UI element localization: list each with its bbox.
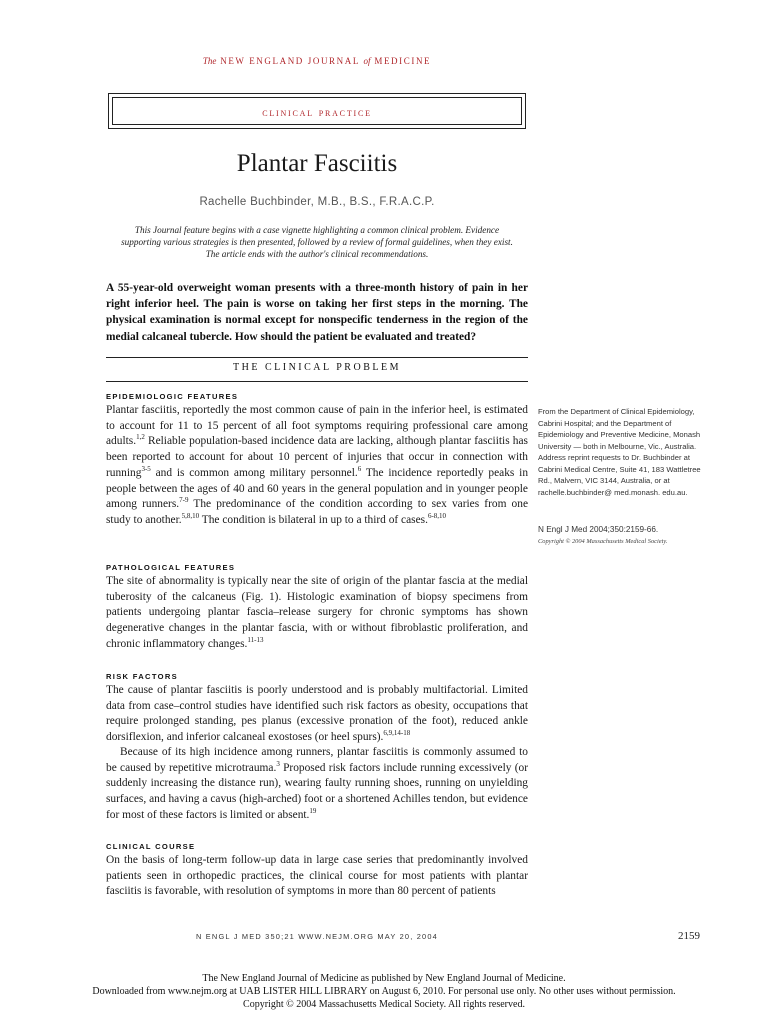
citation: N Engl J Med 2004;350:2159-66.: [538, 525, 659, 534]
ref-sup: 1,2: [136, 433, 145, 442]
copyright-side: Copyright © 2004 Massachusetts Medical Society.: [538, 538, 668, 545]
page-number: 2159: [678, 930, 700, 942]
download-line-3: Copyright © 2004 Massachusetts Medical Society. All rights reserved.: [243, 999, 525, 1010]
paragraph-epidemiology: Plantar fasciitis, reportedly the most common cause of pain in the inferior heel, is estimated to account for 11 to 15 percent of all foot symptoms requiring professional care among adults.$^{1,2}$ Reliable population-based incidence data are lacking, although plantar fasciitis has been reported to account for about 10 percent of injuries that occur in connection with running$^{3-5}$ and is common among military personnel.$^6$ The incidence reportedly peaks in people between the ages of 40 and 60 years in the general population and in younger people among runners.$^{7-9}$ The predominance of the condition according to sex varies from one study to another.$^{5,8,10}$ The condition is bilateral in up to a third of cases.$^{6-8,10}$: [106, 404, 529, 526]
subheading-epidemiology: EPIDEMIOLOGIC FEATURES: [106, 392, 239, 401]
paragraph-risk-1: The cause of plantar fasciitis is poorly understood and is probably multifactorial. Limited data from case–control studies have identified such risk factors as obesity, occupations that require prolonged standing, pes planus (excessive pronation of the foot), reduced ankle dorsiflexion, and inferior calcaneal exostoses (or heel spurs).$^{6,9,14-18}$: [106, 684, 528, 744]
download-line-2: Downloaded from www.nejm.org at UAB LISTER HILL LIBRARY on August 6, 2010. For personal use only. No other uses without permission.: [92, 986, 676, 997]
paragraph-course: On the basis of long-term follow-up data in large case series that predominantly involved patients seen in orthopedic practices, the clinical course for most patients with plantar fasciitis is favorable, with resolution of symptoms in more than 80 percent of patients: [106, 854, 528, 898]
page-footer: N ENGL J MED 350;21 WWW.NEJM.ORG MAY 20, 2004: [196, 932, 438, 941]
subheading-pathology: PATHOLOGICAL FEATURES: [106, 563, 236, 572]
ref-sup: 3-5: [141, 465, 151, 474]
ref-sup: 3: [276, 759, 280, 768]
subheading-risk-factors: RISK FACTORS: [106, 672, 178, 681]
ref-sup: 5,8,10: [181, 512, 200, 521]
ref-sup: 6-8,10: [427, 512, 447, 521]
ref-sup: 19: [309, 807, 317, 816]
subheading-clinical-course: CLINICAL COURSE: [106, 842, 196, 851]
section-banner: [108, 93, 526, 129]
feature-intro: This Journal feature begins with a case vignette highlighting a common clinical problem. Evidence supporting various strategies is then presented, followed by a review of formal guidelines, when they exist. The article ends with the author's clinical recommendations.: [121, 225, 513, 260]
rule-bottom: [106, 381, 528, 382]
ref-sup: 6,9,14-18: [383, 729, 411, 738]
ref-sup: 7-9: [179, 496, 189, 505]
journal-name-part2: MEDICINE: [374, 56, 432, 66]
affiliation-note: From the Department of Clinical Epidemiology, Cabrini Hospital; and the Department of Epidemiology and Preventive Medicine, Monash University — both in Melbourne, Vic., Australia. Address reprint requests to Dr. Buchbinder at Cabrini Medical Centre, Suite 41, 183 Wattletree Rd., Malvern, VIC 3144, Australia, or at rachelle.buchbinder@ med.monash. edu.au.: [538, 407, 701, 497]
ref-sup: 11-13: [247, 636, 264, 645]
rule-top: [106, 357, 528, 358]
section-label: clinical practice: [262, 105, 372, 119]
journal-prefix: The: [202, 56, 217, 66]
ref-sup: 6: [357, 465, 362, 474]
article-author: Rachelle Buchbinder, M.B., B.S., F.R.A.C.P.: [199, 196, 435, 208]
journal-header: [106, 56, 528, 66]
section-heading-clinical-problem: THE CLINICAL PROBLEM: [233, 362, 401, 373]
case-vignette: A 55-year-old overweight woman presents with a three-month history of pain in her right inferior heel. The pain is worse on taking her first steps in the morning. The physical examination is normal except for nonspecific tenderness in the region of the medial calcaneal tubercle. How should the patient be evaluated and treated?: [106, 282, 528, 343]
paragraph-risk-2: Because of its high incidence among runners, plantar fasciitis is commonly assumed to be caused by repetitive microtrauma.$^3$ Proposed risk factors include running excessively (or suddenly increasing the distance run), wearing faulty running shoes, running on unyielding surfaces, and having a cavus (high-arched) foot or a shortened Achilles tendon, but evidence for most of these factors is limited or absent.$^{19}$: [106, 746, 528, 821]
download-line-1: The New England Journal of Medicine as published by New England Journal of Medicine.: [202, 973, 566, 984]
download-notice: [0, 972, 768, 1011]
journal-of: of: [363, 56, 371, 66]
paragraph-pathology: The site of abnormality is typically near the site of origin of the plantar fascia at the medial tuberosity of the calcaneus (Fig. 1). Histologic examination of biopsy specimens from patients undergoing plantar fascia–release surgery for chronic symptoms has shown degenerative changes in the plantar fascia, with or without fibroblastic proliferation, and chronic inflammatory changes.$^{11-13}$: [106, 575, 528, 650]
article-title: Plantar Fasciitis: [236, 150, 398, 177]
journal-name-part1: NEW ENGLAND JOURNAL: [220, 56, 360, 66]
